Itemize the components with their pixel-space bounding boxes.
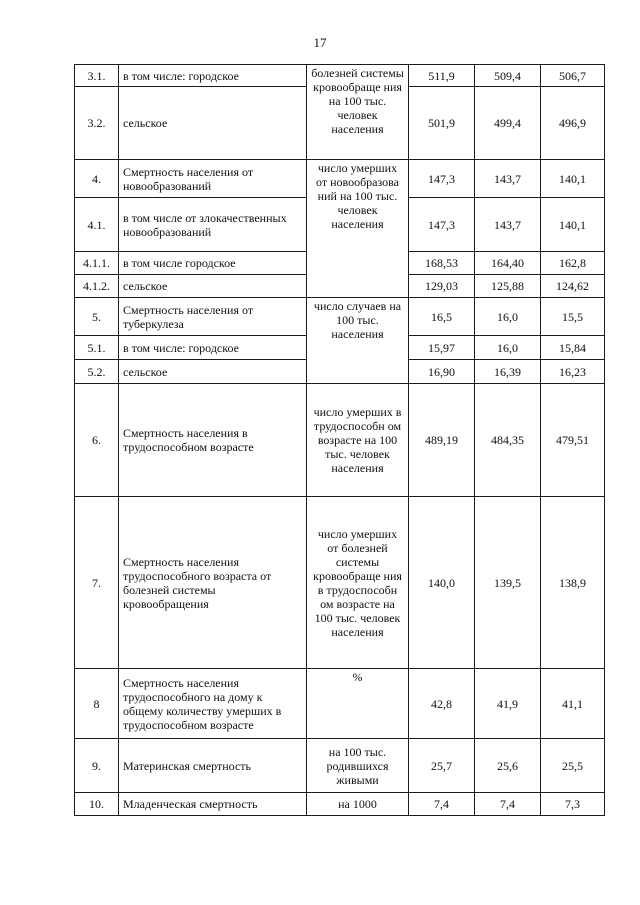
value-year-1: 7,4 (409, 793, 475, 816)
value-year-3: 7,3 (541, 793, 605, 816)
row-number: 6. (75, 384, 119, 497)
table-row (75, 384, 605, 497)
value-year-1: 42,8 (409, 669, 475, 739)
table-row (75, 497, 605, 669)
table-row (75, 298, 605, 336)
row-number: 5.2. (75, 360, 119, 384)
value-year-1: 168,53 (409, 252, 475, 275)
unit-cell: на 1000 (307, 793, 409, 816)
indicator-name: Смертность населения в трудоспособном возрасте (119, 384, 307, 497)
value-year-3: 138,9 (541, 497, 605, 669)
statistics-table (74, 64, 605, 816)
value-year-3: 16,23 (541, 360, 605, 384)
indicator-name: Смертность населения трудоспособного возраста от болезней системы кровообращения (119, 497, 307, 669)
indicator-name: в том числе от злокачественных новообразований (119, 198, 307, 252)
value-year-2: 499,4 (475, 87, 541, 160)
value-year-2: 16,0 (475, 336, 541, 360)
value-year-2: 7,4 (475, 793, 541, 816)
value-year-3: 496,9 (541, 87, 605, 160)
value-year-1: 25,7 (409, 739, 475, 793)
value-year-1: 511,9 (409, 65, 475, 87)
row-number: 3.2. (75, 87, 119, 160)
row-number: 9. (75, 739, 119, 793)
value-year-3: 162,8 (541, 252, 605, 275)
unit-cell: число умерших от болезней системы кровообраще ния в трудоспособн ом возрасте на 100 тыс. человек населения (307, 497, 409, 669)
row-number: 4.1.2. (75, 275, 119, 298)
indicator-name: сельское (119, 360, 307, 384)
row-number: 4. (75, 160, 119, 198)
row-number: 3.1. (75, 65, 119, 87)
value-year-2: 484,35 (475, 384, 541, 497)
unit-cell: число умерших от новообразова ний на 100 тыс. человек населения (307, 160, 409, 298)
value-year-3: 15,5 (541, 298, 605, 336)
value-year-2: 16,0 (475, 298, 541, 336)
row-number: 5.1. (75, 336, 119, 360)
value-year-1: 15,97 (409, 336, 475, 360)
value-year-1: 129,03 (409, 275, 475, 298)
value-year-3: 506,7 (541, 65, 605, 87)
table-row (75, 65, 605, 87)
indicator-name: Материнская смертность (119, 739, 307, 793)
value-year-2: 125,88 (475, 275, 541, 298)
value-year-2: 16,39 (475, 360, 541, 384)
value-year-2: 164,40 (475, 252, 541, 275)
indicator-name: Младенческая смертность (119, 793, 307, 816)
unit-cell: болезней системы кровообраще ния на 100 тыс. человек населения (307, 65, 409, 160)
value-year-2: 41,9 (475, 669, 541, 739)
value-year-2: 509,4 (475, 65, 541, 87)
row-number: 7. (75, 497, 119, 669)
row-number: 8 (75, 669, 119, 739)
value-year-1: 501,9 (409, 87, 475, 160)
value-year-1: 489,19 (409, 384, 475, 497)
row-number: 5. (75, 298, 119, 336)
table-row (75, 739, 605, 793)
value-year-1: 140,0 (409, 497, 475, 669)
value-year-3: 479,51 (541, 384, 605, 497)
value-year-3: 25,5 (541, 739, 605, 793)
table-row (75, 160, 605, 198)
indicator-name: в том числе: городское (119, 65, 307, 87)
value-year-3: 140,1 (541, 160, 605, 198)
indicator-name: сельское (119, 87, 307, 160)
value-year-2: 143,7 (475, 160, 541, 198)
value-year-2: 25,6 (475, 739, 541, 793)
value-year-3: 124,62 (541, 275, 605, 298)
value-year-1: 147,3 (409, 198, 475, 252)
unit-cell: число умерших в трудоспособн ом возрасте на 100 тыс. человек населения (307, 384, 409, 497)
table-row (75, 669, 605, 739)
value-year-1: 147,3 (409, 160, 475, 198)
value-year-3: 15,84 (541, 336, 605, 360)
unit-cell: число случаев на 100 тыс. населения (307, 298, 409, 384)
unit-cell: на 100 тыс. родившихся живыми (307, 739, 409, 793)
value-year-2: 139,5 (475, 497, 541, 669)
value-year-1: 16,5 (409, 298, 475, 336)
row-number: 10. (75, 793, 119, 816)
indicator-name: в том числе: городское (119, 336, 307, 360)
table-row (75, 793, 605, 816)
value-year-3: 41,1 (541, 669, 605, 739)
indicator-name: Смертность населения трудоспособного на дому к общему количеству умерших в трудоспособном возрасте (119, 669, 307, 739)
page-number: 17 (313, 35, 327, 50)
value-year-3: 140,1 (541, 198, 605, 252)
indicator-name: сельское (119, 275, 307, 298)
row-number: 4.1. (75, 198, 119, 252)
value-year-2: 143,7 (475, 198, 541, 252)
value-year-1: 16,90 (409, 360, 475, 384)
indicator-name: в том числе городское (119, 252, 307, 275)
indicator-name: Смертность населения от новообразований (119, 160, 307, 198)
row-number: 4.1.1. (75, 252, 119, 275)
indicator-name: Смертность населения от туберкулеза (119, 298, 307, 336)
unit-cell: % (307, 669, 409, 739)
